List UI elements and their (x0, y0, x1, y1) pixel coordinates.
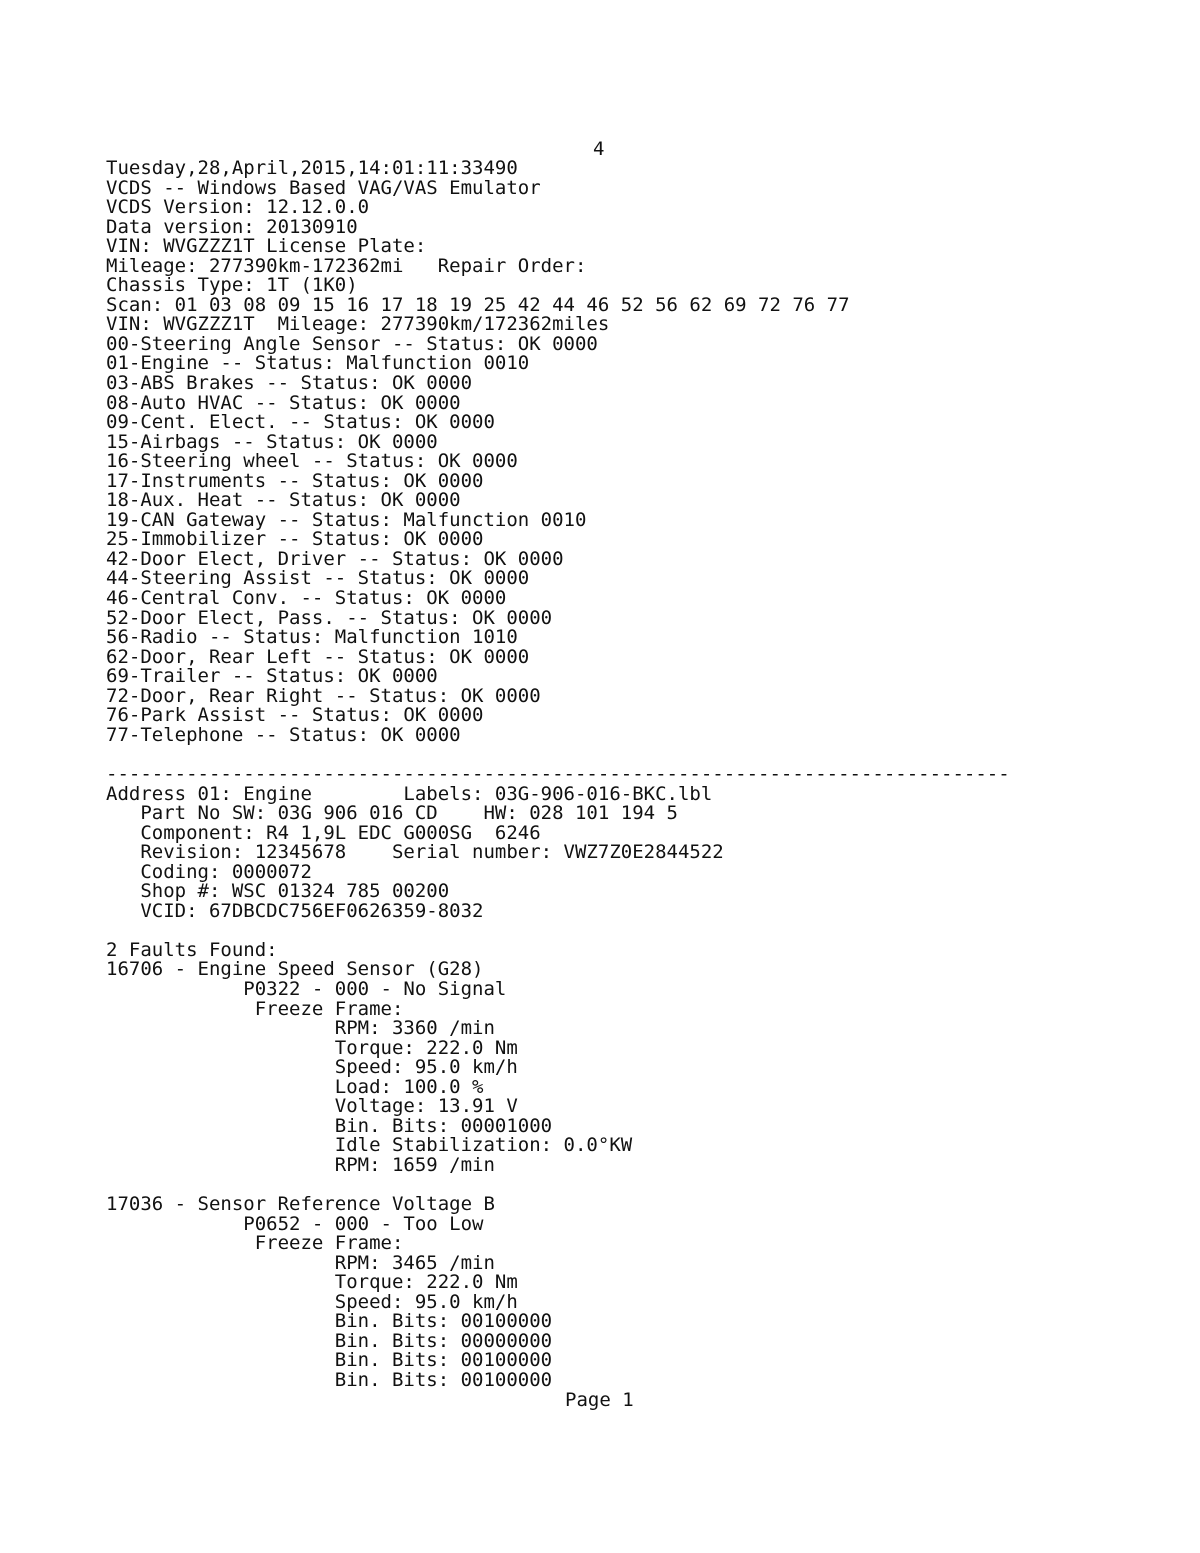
text-line: 17036 - Sensor Reference Voltage B (106, 1192, 495, 1215)
page-number-top: 4 (593, 138, 605, 160)
text-line: RPM: 3465 /min (106, 1251, 495, 1274)
text-line: 03-ABS Brakes -- Status: OK 0000 (106, 372, 473, 395)
text-line: VIN: WVGZZZ1T Mileage: 277390km/172362miles (106, 313, 610, 336)
text-line: 19-CAN Gateway -- Status: Malfunction 0010 (106, 508, 587, 531)
text-line: VCID: 67DBCDC756EF0626359-8032 (106, 899, 484, 922)
text-line: Part No SW: 03G 906 016 CD HW: 028 101 194 5 (106, 802, 678, 825)
text-line: 69-Trailer -- Status: OK 0000 (106, 665, 438, 688)
text-line: Idle Stabilization: 0.0°KW (106, 1134, 633, 1157)
text-line: 16706 - Engine Speed Sensor (G28) (106, 958, 484, 981)
text-line: VCDS -- Windows Based VAG/VAS Emulator (106, 176, 541, 199)
text-line: Torque: 222.0 Nm (106, 1271, 518, 1294)
text-line: Tuesday,28,April,2015,14:01:11:33490 (106, 157, 518, 179)
text-line (106, 921, 1010, 941)
text-line: Load: 100.0 % (106, 1075, 484, 1098)
text-line: 46-Central Conv. -- Status: OK 0000 (106, 587, 507, 610)
text-line: 77-Telephone -- Status: OK 0000 (106, 723, 461, 746)
text-line: Mileage: 277390km-172362mi Repair Order: (106, 254, 587, 277)
text-line: Scan: 01 03 08 09 15 16 17 18 19 25 42 44 46 52 56 62 69 72 76 77 (106, 293, 850, 316)
text-line: Bin. Bits: 00100000 (106, 1310, 553, 1333)
text-line: Bin. Bits: 00100000 (106, 1349, 553, 1372)
text-line: 01-Engine -- Status: Malfunction 0010 (106, 352, 530, 375)
text-line: ------------------------------------------------------------------------------- (106, 762, 1010, 785)
text-line: Speed: 95.0 km/h (106, 1056, 518, 1079)
text-line: Torque: 222.0 Nm (106, 1036, 518, 1059)
text-line: Revision: 12345678 Serial number: VWZ7Z0E2844522 (106, 841, 724, 864)
text-line: P0322 - 000 - No Signal (106, 977, 507, 1000)
text-line: 72-Door, Rear Right -- Status: OK 0000 (106, 684, 541, 707)
text-line: Bin. Bits: 00000000 (106, 1329, 553, 1352)
text-line: RPM: 1659 /min (106, 1153, 495, 1176)
text-line: 76-Park Assist -- Status: OK 0000 (106, 704, 484, 727)
text-line: 15-Airbags -- Status: OK 0000 (106, 430, 438, 453)
text-line: Bin. Bits: 00100000 (106, 1368, 553, 1391)
text-line: 56-Radio -- Status: Malfunction 1010 (106, 626, 518, 649)
text-line: Speed: 95.0 km/h (106, 1290, 518, 1313)
text-line: Chassis Type: 1T (1K0) (106, 274, 358, 297)
text-line: VCDS Version: 12.12.0.0 (106, 196, 370, 219)
text-line: 18-Aux. Heat -- Status: OK 0000 (106, 489, 461, 512)
text-line: 08-Auto HVAC -- Status: OK 0000 (106, 391, 461, 414)
document-body (106, 159, 1010, 1390)
text-line: Voltage: 13.91 V (106, 1095, 518, 1118)
text-line: Freeze Frame: (106, 1232, 404, 1255)
text-line: RPM: 3360 /min (106, 1017, 495, 1040)
text-line: 44-Steering Assist -- Status: OK 0000 (106, 567, 530, 590)
text-line: Address 01: Engine Labels: 03G-906-016-BKC.lbl (106, 782, 713, 805)
text-line: 00-Steering Angle Sensor -- Status: OK 0000 (106, 332, 598, 355)
text-line: Freeze Frame: (106, 997, 404, 1020)
text-line: P0652 - 000 - Too Low (106, 1212, 484, 1235)
text-line: 09-Cent. Elect. -- Status: OK 0000 (106, 411, 495, 434)
text-line: 25-Immobilizer -- Status: OK 0000 (106, 528, 484, 551)
text-line: Data version: 20130910 (106, 215, 358, 238)
text-line: 52-Door Elect, Pass. -- Status: OK 0000 (106, 606, 553, 629)
text-line: 2 Faults Found: (106, 938, 278, 961)
text-line: 42-Door Elect, Driver -- Status: OK 0000 (106, 547, 564, 570)
text-line: 62-Door, Rear Left -- Status: OK 0000 (106, 645, 530, 668)
text-line: VIN: WVGZZZ1T License Plate: (106, 235, 427, 258)
text-line: Coding: 0000072 (106, 860, 312, 883)
text-line: 16-Steering wheel -- Status: OK 0000 (106, 450, 518, 473)
page-footer: Page 1 (565, 1389, 634, 1411)
text-line: Bin. Bits: 00001000 (106, 1114, 553, 1137)
text-line: 17-Instruments -- Status: OK 0000 (106, 469, 484, 492)
text-line: Component: R4 1,9L EDC G000SG 6246 (106, 821, 541, 844)
text-line: Shop #: WSC 01324 785 00200 (106, 880, 450, 903)
